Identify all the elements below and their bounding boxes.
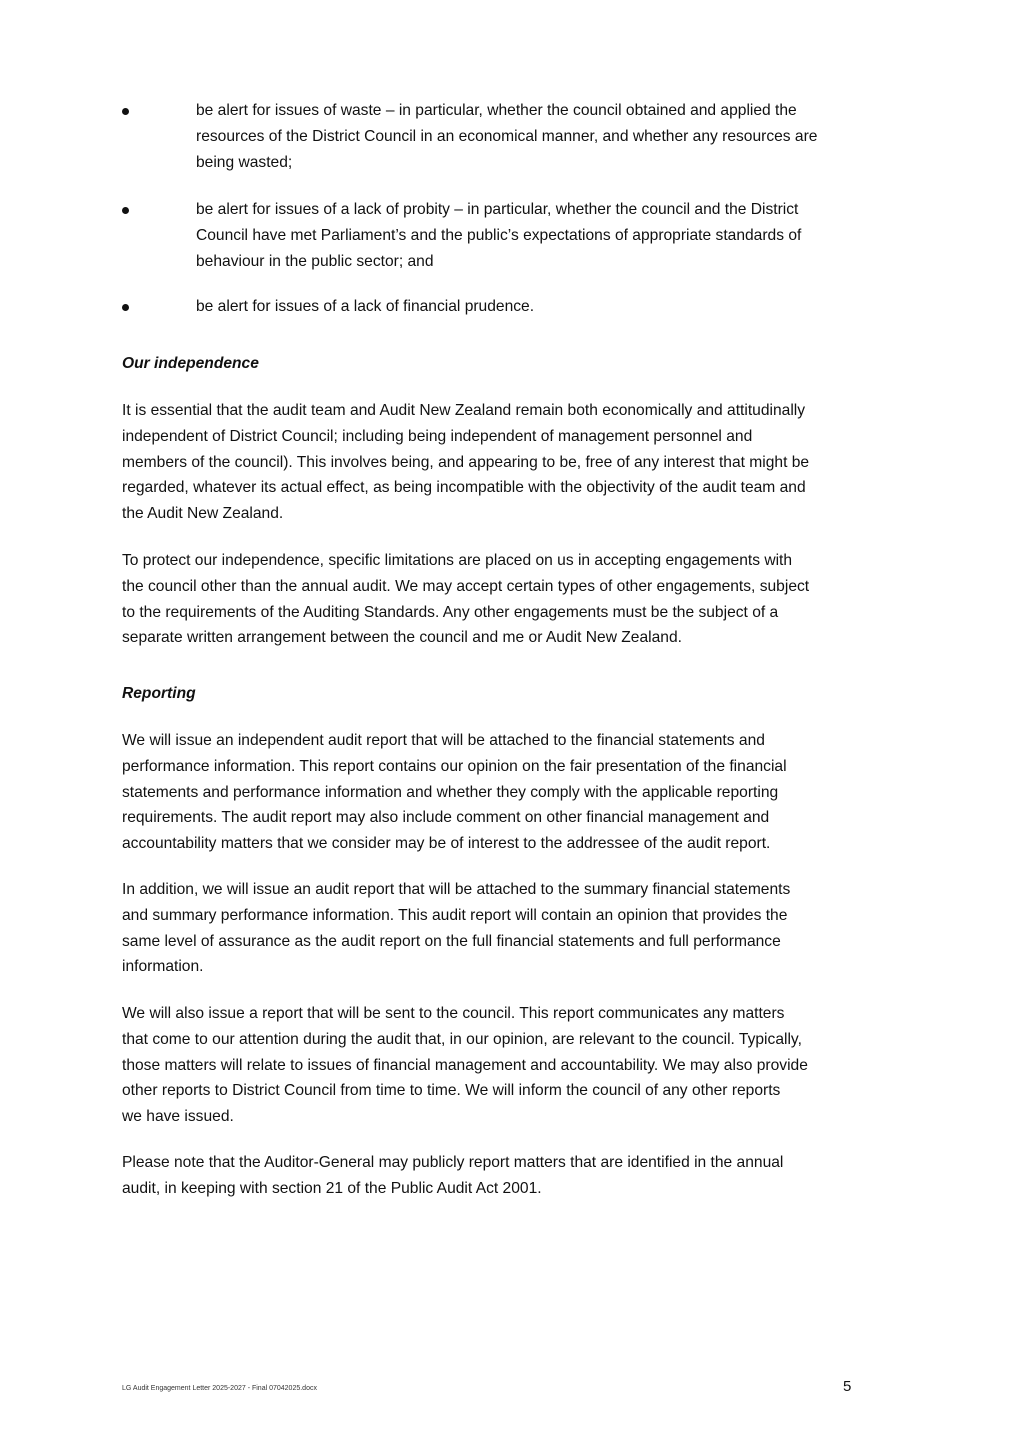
footer-filename: LG Audit Engagement Letter 2025-2027 - Final 07042025.docx	[122, 1385, 317, 1392]
bullet-item	[196, 197, 801, 274]
paragraph	[122, 548, 809, 651]
text-line: performance information. This report contains our opinion on the fair presentation of the financial	[122, 757, 787, 775]
text-line: independent of District Council; including being independent of management personnel and	[122, 427, 753, 445]
bullet-icon	[122, 108, 129, 115]
section-heading-independence: Our independence	[122, 355, 259, 372]
text-line: It is essential that the audit team and Audit New Zealand remain both economically and attitudinally	[122, 402, 806, 419]
text-line: same level of assurance as the audit report on the full financial statements and full performance	[122, 932, 781, 950]
paragraph	[122, 728, 787, 857]
text-line: be alert for issues of waste – in particular, whether the council obtained and applied the	[196, 102, 797, 119]
text-line: to the requirements of the Auditing Standards. Any other engagements must be the subject of a	[122, 603, 779, 621]
text-line: separate written arrangement between the council and me or Audit New Zealand.	[122, 629, 682, 647]
text-line: We will also issue a report that will be sent to the council. This report communicates any matters	[122, 1005, 785, 1022]
text-line: behaviour in the public sector; and	[196, 252, 434, 270]
text-line: those matters will relate to issues of financial management and accountability. We may also provide	[122, 1056, 808, 1074]
text-line: information.	[122, 958, 204, 976]
paragraph	[122, 1001, 808, 1130]
text-line: be alert for issues of a lack of financial prudence.	[196, 298, 535, 315]
text-line: Council have met Parliament’s and the public’s expectations of appropriate standards of	[196, 226, 802, 244]
paragraph	[122, 877, 790, 980]
text-line: Please note that the Auditor-General may publicly report matters that are identified in the annual	[122, 1154, 784, 1171]
text-line: We will issue an independent audit report that will be attached to the financial statements and	[122, 732, 765, 749]
text-line: members of the council). This involves being, and appearing to be, free of any interest that might be	[122, 453, 810, 471]
page-number: 5	[843, 1378, 852, 1395]
bullet-item	[196, 294, 534, 320]
text-line: audit, in keeping with section 21 of the Public Audit Act 2001.	[122, 1179, 542, 1197]
text-line: we have issued.	[122, 1108, 234, 1126]
section-heading-reporting: Reporting	[122, 685, 196, 702]
bullet-item	[196, 98, 817, 175]
text-line: other reports to District Council from time to time. We will inform the council of any other reports	[122, 1082, 781, 1100]
text-line: being wasted;	[196, 153, 293, 171]
text-line: To protect our independence, specific limitations are placed on us in accepting engagements with	[122, 552, 793, 569]
paragraph	[122, 1150, 783, 1202]
text-line: statements and performance information and whether they comply with the applicable reporting	[122, 783, 779, 801]
text-line: that come to our attention during the audit that, in our opinion, are relevant to the council. Typically,	[122, 1030, 802, 1048]
text-line: and summary performance information. This audit report will contain an opinion that provides the	[122, 906, 788, 924]
text-line: In addition, we will issue an audit report that will be attached to the summary financial statements	[122, 881, 791, 898]
text-line: accountability matters that we consider may be of interest to the addressee of the audit report.	[122, 835, 771, 853]
text-line: resources of the District Council in an economical manner, and whether any resources are	[196, 127, 818, 145]
text-line: the council other than the annual audit. We may accept certain types of other engagements, subject	[122, 577, 810, 595]
bullet-icon	[122, 207, 129, 214]
text-line: regarded, whatever its actual effect, as being incompatible with the objectivity of the audit team and	[122, 479, 806, 497]
bullet-icon	[122, 304, 129, 311]
paragraph	[122, 398, 809, 527]
text-line: be alert for issues of a lack of probity – in particular, whether the council and the District	[196, 201, 799, 218]
text-line: requirements. The audit report may also include comment on other financial management and	[122, 809, 770, 827]
text-line: the Audit New Zealand.	[122, 505, 284, 523]
